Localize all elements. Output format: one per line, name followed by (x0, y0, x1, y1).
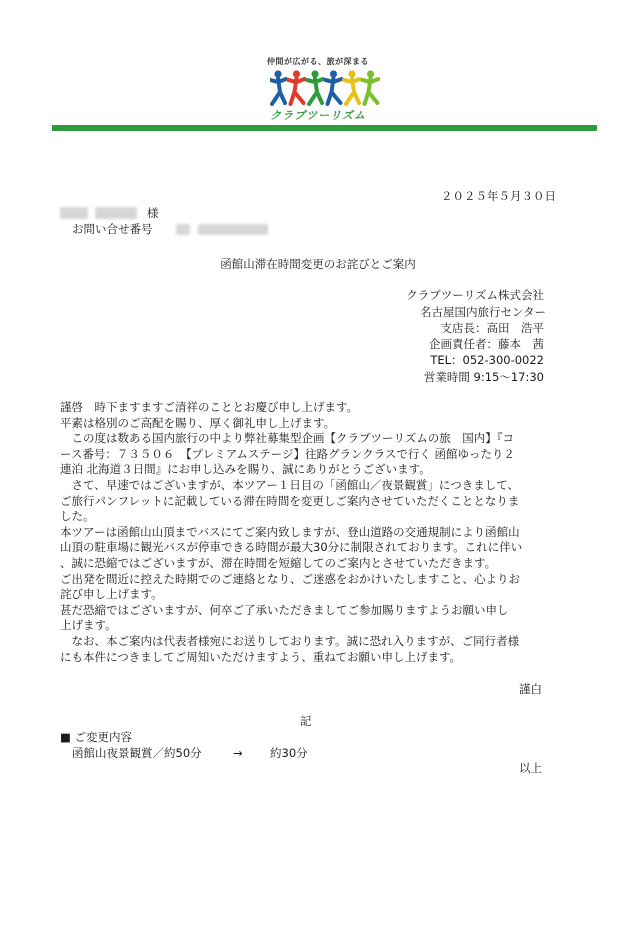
body-paragraph-request: 甚だ恐縮ではございますが、何卒ご了承いただきましてご参加賜りますようお願い申し 上げます。 (60, 602, 509, 633)
logo-figure-1 (270, 70, 286, 104)
sender-phone: TEL：052-300-0022 (430, 353, 544, 367)
body-paragraph-apology: ご出発を間近に控えた時期でのご連絡となり、ご迷惑をおかけいたしますこと、心よりお 詫び申し上げます。 (60, 571, 520, 602)
letter-body (60, 400, 580, 665)
body-paragraph-tour-application: この度は数ある国内旅行の中より弊社募集型企画【クラブツーリズムの旅 国内】『コ ース番号：７３５０６ 【プレミアムステージ】往路グランクラスで行く 函館ゆったり２ 連泊 北海道３日間』にお申し込みを賜り、誠にありがとうございます。 (60, 431, 515, 477)
sender-business-hours: 営業時間 9:15～17:30 (423, 370, 544, 384)
change-item-after: 約30分 (270, 746, 308, 760)
sender-branch-manager: 支店長：高田 浩平 (440, 321, 544, 335)
logo-figure-3 (307, 70, 323, 104)
logo-figure-2 (289, 70, 305, 104)
brand-logo-text: クラブツーリズム (270, 109, 366, 122)
body-paragraph-thanks: 平素は格別のご高配を賜り、厚く御礼申し上げます。 (60, 415, 336, 430)
ki-marker: 記 (300, 714, 312, 728)
body-paragraph-change-notice: さて、早速ではございますが、本ツアー１日目の「函館山／夜景観賞」につきまして、 ご旅行パンフレットに記載している滞在時間を変更しご案内させていただくこととなりま した。 (60, 477, 520, 524)
brand-logo-people-icon (270, 68, 380, 108)
header-divider-bar (52, 125, 597, 131)
letter-end: 以上 (519, 761, 542, 775)
redacted-inquiry-prefix (176, 224, 190, 235)
body-paragraph-reason: 本ツアーは函館山山頂までバスにてご案内致しますが、登山道路の交通規制により函館山 山頂の駐車場に観光バスが停車できる時間が最大30分に制限されております。これに伴い 、誠に恐縮ではございますが、滞在時間を短縮してのご案内とさせていただきます。 (60, 524, 523, 570)
body-paragraph-greeting: 謹啓 時下ますますご清祥のこととお慶び申し上げます。 (60, 400, 359, 414)
change-arrow: → (233, 746, 243, 760)
logo-figure-4 (326, 70, 342, 104)
sender-company: クラブツーリズム株式会社 (406, 288, 544, 302)
letter-title: 函館山滞在時間変更のお詫びとご案内 (220, 257, 416, 271)
recipient-honorific: 様 (147, 206, 159, 220)
redacted-recipient-given-name (95, 207, 137, 219)
redacted-recipient-surname (60, 207, 88, 219)
body-paragraph-note: なお、本ご案内は代表者様宛にお送りしております。誠に恐れ入りますが、ご同行者様 にも本件につきましてご周知いただけますよう、重ねてお願い申し上げます。 (60, 633, 520, 664)
letter-closing: 謹白 (519, 682, 542, 696)
brand-tagline: 仲間が広がる、旅が深まる (267, 57, 369, 66)
logo-figure-6 (363, 70, 379, 104)
inquiry-number-label: お問い合せ番号 (72, 222, 153, 236)
change-heading: ■ ご変更内容 (60, 730, 133, 744)
sender-branch: 名古屋国内旅行センター (419, 305, 546, 319)
sender-planning-manager: 企画責任者：藤本 茜 (429, 337, 544, 351)
logo-figure-5 (344, 70, 360, 104)
letter-date: ２０２５年５月３０日 (441, 189, 556, 203)
redacted-inquiry-number (198, 224, 268, 235)
change-item-before: 函館山夜景観賞／約50分 (72, 746, 202, 760)
